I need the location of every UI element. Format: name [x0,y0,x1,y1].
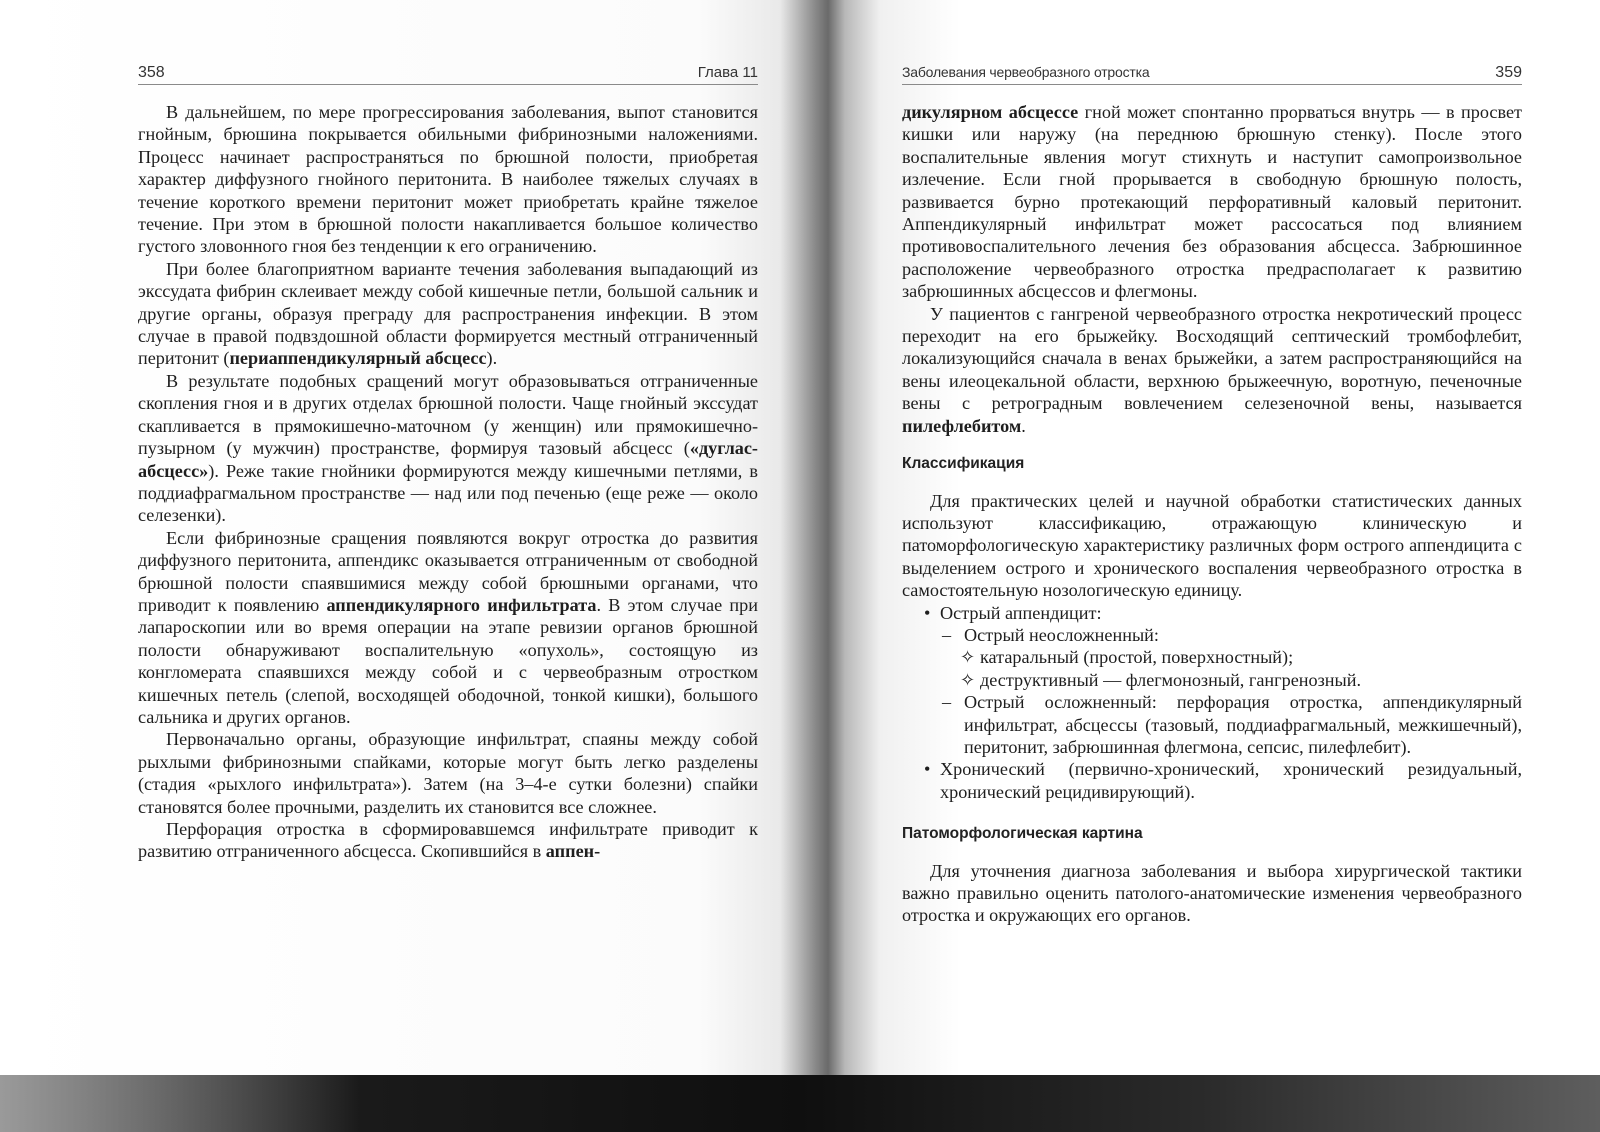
list-item: – Острый осложненный: перфорация отростка, аппендикулярный инфильтрат, абсцессы (тазовый, поддиафрагмальный, межкишечный), перитонит, забрюшинная флегмона, сепсис, пилефлебит). [942,692,1522,757]
running-title: Заболевания червеобразного отростка [902,64,1150,80]
paragraph: В результате подобных сращений могут образовываться отграниченные скопления гноя и в других отделах брюшной полости. Чаще гнойный экссудат скапливается в прямокишечно-маточном (у женщин) или прямокишечно-пузырном (у мужчин) пространстве, формируя тазовый абсцесс («дуглас-абсцесс»). Реже такие гнойники формируются между кишечными петлями, в поддиафрагмальном пространстве — над или под печенью (еще реже — около селезенки). [138,370,758,526]
acute-sublist [902,624,1522,646]
paragraph: Перфорация отростка в сформировавшемся инфильтрате приводит к развитию отграниченного абсцесса. Скопившийся в аппен- [138,819,758,862]
page-number-left: 358 [138,64,165,81]
paragraph: Первоначально органы, образующие инфильтрат, спаяны между собой рыхлыми фибринозными спайками, которые могут быть легко разделены (стадия «рыхлого инфильтрата»). Затем (на 3–4-е сутки болезни) спайки становятся более прочными, разделить их становится все сложнее. [138,729,758,817]
page-number-right: 359 [1495,64,1522,81]
paragraph: дикулярном абсцессе гной может спонтанно прорваться внутрь — в просвет кишки или наружу (на переднюю брюшную стенку). После этого воспалительные явления могут стихнуть и наступит самопроизвольное излечение. Если гной прорывается в свободную брюшную полость, развивается бурно протекающий перфоративный каловый перитонит. Аппендикулярный инфильтрат может рассосаться под влиянием противовоспалительного лечения без образования абсцесса. Забрюшинное расположение червеобразного отростка предрасполагает к развитию забрюшинных абсцессов и флегмоны. [902,102,1522,302]
paragraph: Для практических целей и научной обработки статистических данных используют классификацию, отражающую клиническую и патоморфологическую характеристику различных форм острого аппендицита с выделением острого и хронического воспаления червеобразного отростка в самостоятельную нозологическую единицу. [902,490,1522,601]
left-body-text [138,101,758,863]
section-heading-classification: Классификация [902,455,1025,473]
uncomplicated-sublist [902,646,1522,691]
left-running-head [138,62,758,85]
chapter-label: Глава 11 [697,64,758,81]
paragraph: Для уточнения диагноза заболевания и выбора хирургической тактики важно правильно оценить патолого-анатомические изменения червеобразного отростка и окружающих его органов. [902,860,1522,926]
classification-list [902,602,1522,624]
paragraph: Если фибринозные сращения появляются вокруг отростка до развития диффузного перитонита, аппендикс оказывается отграниченным от свободной брюшной полости спаявшимися между собой брюшными органами, что приводит к появлению аппендикулярного инфильтрата. В этом случае при лапароскопии или во время операции на этапе ревизии органов брюшной полости обнаруживают воспалительную «опухоль», состоящую из конгломерата спаявшихся между собой и с червеобразным отростком кишечных петель (слепой, восходящей ободочной, тонкой кишки), большого сальника и других органов. [138,527,758,727]
term-bold: периаппендикулярный абсцесс [229,348,487,369]
classification-list [902,758,1522,803]
scanner-shadow-fade [0,1075,360,1132]
diamond-icon: ✧ [960,669,976,690]
acute-sublist [902,691,1522,758]
paragraph: При более благоприятном варианте течения заболевания выпадающий из экссудата фибрин склеивает между собой кишечные петли, большой сальник и другие органы, образуя преграду для распространения инфекции. В этом случае в правой подвздошной области формируется местный отграниченный перитонит (периаппендикулярный абсцесс). [138,258,758,369]
list-item: – Острый неосложненный: [942,624,1159,645]
bullet-icon: • [924,602,931,623]
section-heading-pathomorphology: Патоморфологическая картина [902,825,1143,843]
term-bold: аппен- [545,841,601,862]
right-running-head [902,62,1522,85]
right-body-text [902,101,1522,927]
dash-icon: – [942,624,952,645]
dash-icon: – [942,692,952,713]
term-bold: пилефлебитом [902,415,1022,436]
bullet-icon: • [924,759,931,780]
term-bold: дикулярном абсцессе [902,102,1079,122]
list-item: • Острый аппендицит: [924,602,1102,623]
term-bold: аппендикулярного инфильтрата [326,594,597,615]
list-item: ✧ катаральный (простой, поверхностный); [960,647,1294,668]
list-item: • Хронический (первично-хронический, хронический резидуальный, хронический рецидивирующий). [924,759,1522,802]
paragraph: У пациентов с гангреной червеобразного отростка некротический процесс переходит на его брыжейку. Восходящий септический тромбофлебит, локализующийся сначала в венах брыжейки, а затем распространяющийся на вены илеоцекальной области, верхнюю брыжеечную, воротную, печеночные вены с ретроградным вовлечением селезеночной вены, называется пилефлебитом. [902,303,1522,436]
list-item: ✧ деструктивный — флегмонозный, гангренозный. [960,669,1362,690]
term-bold: «дуглас-абсцесс» [138,438,758,481]
paragraph: В дальнейшем, по мере прогрессирования заболевания, выпот становится гнойным, брюшина покрывается обильными фибринозными наложениями. Процесс начинает распространяться по брюшной полости, приобретая характер диффузного гнойного перитонита. В наиболее тяжелых случаях в течение короткого времени перитонит может приобретать крайне тяжелое течение. При этом в брюшной полости накапливается большое количество густого зловонного гноя без тенденции к его ограничению. [138,102,758,257]
diamond-icon: ✧ [960,647,976,668]
